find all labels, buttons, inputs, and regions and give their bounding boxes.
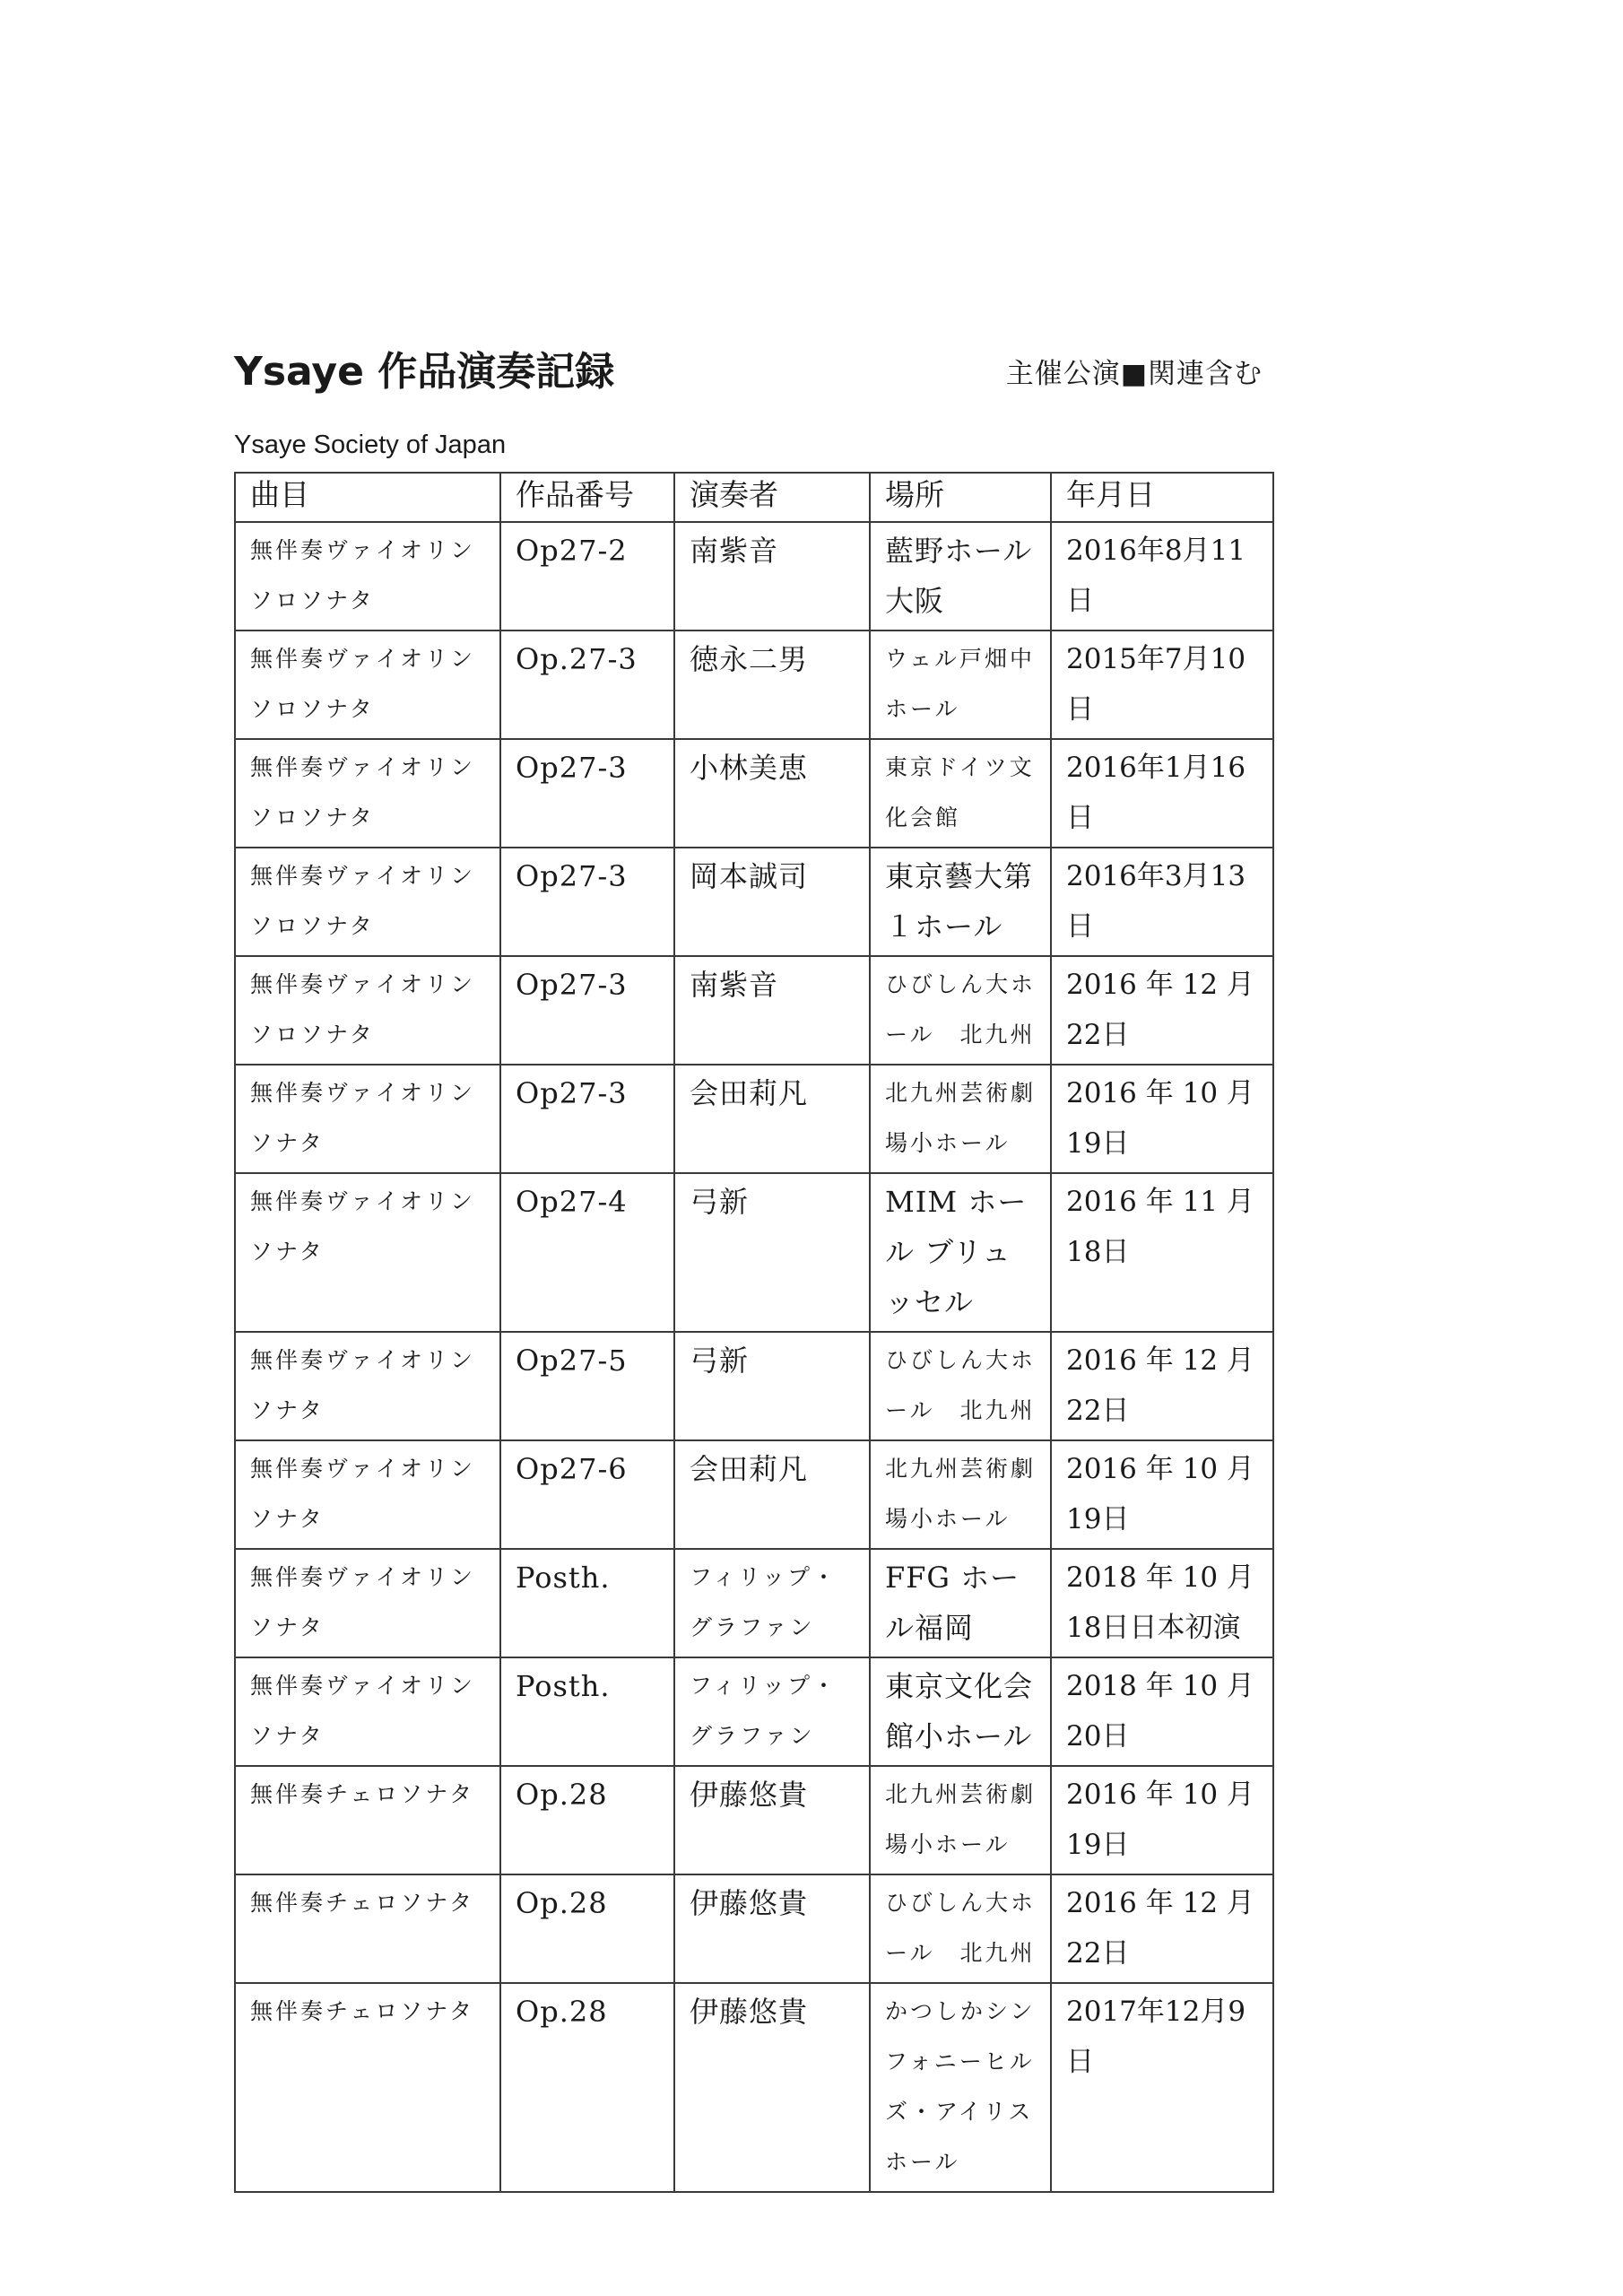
cell-performer: 伊藤悠貴: [674, 1983, 870, 2192]
cell-opus: Op.28: [500, 1983, 674, 2192]
table-row: [235, 1549, 1273, 1657]
cell-date: 2016 年 12 月 22日: [1051, 1332, 1273, 1440]
cell-performer: 弓新: [674, 1332, 870, 1440]
cell-performer: 小林美恵: [674, 739, 870, 848]
cell-piece: 無伴奏ヴァイオリンソロソナタ: [235, 739, 500, 848]
cell-opus: Op27-3: [500, 848, 674, 956]
cell-piece: 無伴奏チェロソナタ: [235, 1983, 500, 2192]
cell-piece: 無伴奏ヴァイオリンソナタ: [235, 1332, 500, 1440]
page-subtitle: Ysaye Society of Japan: [234, 430, 507, 459]
table-row: [235, 848, 1273, 956]
cell-performer: 岡本誠司: [674, 848, 870, 956]
cell-performer: フィリップ・グラファン: [674, 1549, 870, 1657]
table-header-row: [235, 473, 1273, 522]
cell-piece: 無伴奏ヴァイオリンソロソナタ: [235, 631, 500, 739]
cell-venue: ひびしん大ホール 北九州: [870, 956, 1051, 1065]
cell-date: 2016 年 12 月 22日: [1051, 956, 1273, 1065]
cell-date: 2016 年 11 月 18日: [1051, 1173, 1273, 1332]
cell-piece: 無伴奏チェロソナタ: [235, 1874, 500, 1983]
cell-date: 2016 年 10 月 19日: [1051, 1065, 1273, 1173]
table-row: [235, 1332, 1273, 1440]
cell-opus: Op27-6: [500, 1440, 674, 1549]
table-row: [235, 956, 1273, 1065]
cell-opus: Posth.: [500, 1549, 674, 1657]
table-row: [235, 1983, 1273, 2192]
cell-piece: 無伴奏ヴァイオリンソナタ: [235, 1549, 500, 1657]
cell-piece: 無伴奏ヴァイオリンソロソナタ: [235, 956, 500, 1065]
cell-date: 2015年7月10日: [1051, 631, 1273, 739]
cell-date: 2016 年 12 月 22日: [1051, 1874, 1273, 1983]
cell-date: 2018 年 10 月 18日日本初演: [1051, 1549, 1273, 1657]
cell-opus: Op27-3: [500, 956, 674, 1065]
cell-venue: 東京文化会館小ホール: [870, 1657, 1051, 1766]
page-title: Ysaye 作品演奏記録: [234, 349, 615, 395]
cell-performer: 伊藤悠貴: [674, 1766, 870, 1874]
cell-opus: Op27-2: [500, 522, 674, 631]
cell-piece: 無伴奏ヴァイオリンソロソナタ: [235, 522, 500, 631]
cell-piece: 無伴奏ヴァイオリンソロソナタ: [235, 848, 500, 956]
table-row: [235, 522, 1273, 631]
cell-venue: 北九州芸術劇場小ホール: [870, 1766, 1051, 1874]
cell-piece: 無伴奏ヴァイオリンソナタ: [235, 1173, 500, 1332]
table-row: [235, 739, 1273, 848]
header-opus: 作品番号: [500, 473, 674, 522]
cell-opus: Op.28: [500, 1766, 674, 1874]
cell-piece: 無伴奏ヴァイオリンソナタ: [235, 1440, 500, 1549]
cell-venue: 北九州芸術劇場小ホール: [870, 1065, 1051, 1173]
cell-venue: 東京藝大第１ホール: [870, 848, 1051, 956]
cell-date: 2016 年 10 月 19日: [1051, 1440, 1273, 1549]
cell-date: 2017年12月9日: [1051, 1983, 1273, 2192]
cell-date: 2018 年 10 月 20日: [1051, 1657, 1273, 1766]
cell-venue: ひびしん大ホール 北九州: [870, 1874, 1051, 1983]
table-row: [235, 1657, 1273, 1766]
cell-performer: 弓新: [674, 1173, 870, 1332]
cell-opus: Op27-3: [500, 739, 674, 848]
cell-performer: 徳永二男: [674, 631, 870, 739]
cell-venue: ウェル戸畑中ホール: [870, 631, 1051, 739]
cell-venue: ひびしん大ホール 北九州: [870, 1332, 1051, 1440]
cell-opus: Op.27-3: [500, 631, 674, 739]
cell-piece: 無伴奏チェロソナタ: [235, 1766, 500, 1874]
cell-venue: FFG ホール福岡: [870, 1549, 1051, 1657]
cell-date: 2016年8月11日: [1051, 522, 1273, 631]
cell-performer: 会田莉凡: [674, 1440, 870, 1549]
cell-performer: 南紫音: [674, 522, 870, 631]
cell-opus: Op27-4: [500, 1173, 674, 1332]
cell-performer: 南紫音: [674, 956, 870, 1065]
cell-opus: Op27-3: [500, 1065, 674, 1173]
cell-venue: かつしかシンフォニーヒルズ・アイリスホール: [870, 1983, 1051, 2192]
cell-venue: 北九州芸術劇場小ホール: [870, 1440, 1051, 1549]
cell-performer: フィリップ・グラファン: [674, 1657, 870, 1766]
cell-piece: 無伴奏ヴァイオリンソナタ: [235, 1065, 500, 1173]
table-row: [235, 1874, 1273, 1983]
table-row: [235, 1766, 1273, 1874]
header-date: 年月日: [1051, 473, 1273, 522]
table-row: [235, 631, 1273, 739]
header-performer: 演奏者: [674, 473, 870, 522]
cell-piece: 無伴奏ヴァイオリンソナタ: [235, 1657, 500, 1766]
cell-opus: Op.28: [500, 1874, 674, 1983]
table-row: [235, 1173, 1273, 1332]
table-row: [235, 1440, 1273, 1549]
performance-record-table: [234, 472, 1274, 2193]
table-row: [235, 1065, 1273, 1173]
page-note: 主催公演■関連含む: [1005, 358, 1263, 390]
cell-date: 2016年3月13日: [1051, 848, 1273, 956]
cell-venue: 藍野ホール大阪: [870, 522, 1051, 631]
cell-venue: MIM ホール ブリュッセル: [870, 1173, 1051, 1332]
cell-venue: 東京ドイツ文化会館: [870, 739, 1051, 848]
cell-date: 2016年1月16日: [1051, 739, 1273, 848]
header-venue: 場所: [870, 473, 1051, 522]
cell-date: 2016 年 10 月 19日: [1051, 1766, 1273, 1874]
cell-performer: 会田莉凡: [674, 1065, 870, 1173]
cell-opus: Posth.: [500, 1657, 674, 1766]
header-piece: 曲目: [235, 473, 500, 522]
cell-performer: 伊藤悠貴: [674, 1874, 870, 1983]
cell-opus: Op27-5: [500, 1332, 674, 1440]
